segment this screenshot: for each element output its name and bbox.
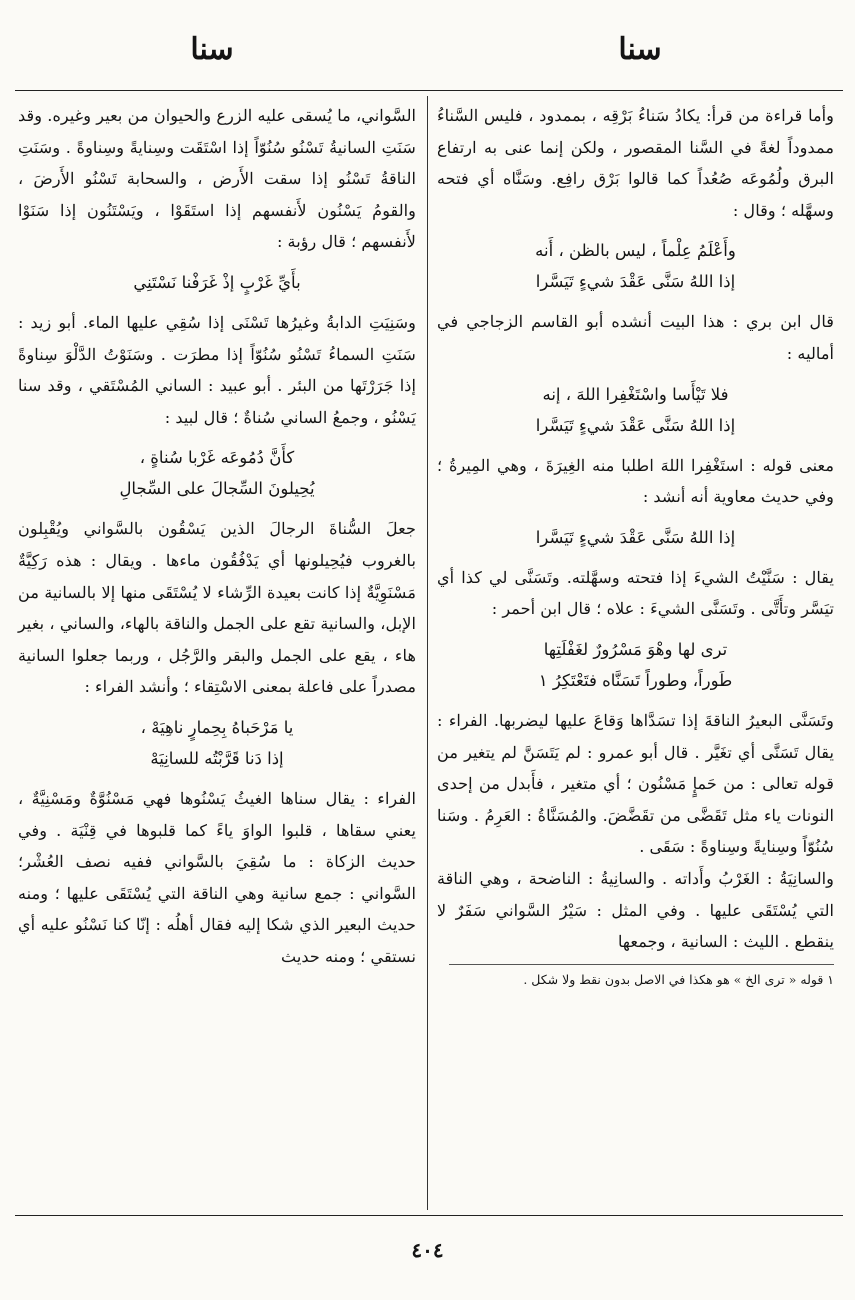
bottom-rule bbox=[15, 1215, 843, 1216]
left-column bbox=[18, 100, 416, 972]
verse-line: يا مَرْحَباهُ بِحِمارٍ ناهِيَهْ ، bbox=[140, 717, 294, 737]
paragraph: والسانِيَةُ : الغَرْبُ وأَداته . والسانِيةُ : الناضحة ، وهي الناقة التي يُسْتَقَى عليها . وفي المثل : سَيْرُ السَّواني سَفَرٌ لا ينقطع . الليث : السانية ، وجمعها bbox=[437, 868, 834, 952]
verse bbox=[18, 267, 416, 298]
verse-line: كأَنَّ دُمُوعَه غَرْبا سُناةٍ ، bbox=[139, 448, 295, 468]
paragraph: يقال : سَنَّيْتُ الشيءَ إذا فتحته وسهَّلته. وتَسَنَّى لي كذا أي تيَسَّر وتأَتَّى . وتَسَنَّى الشيءَ : علاه ؛ قال ابن أحمر : bbox=[437, 567, 834, 619]
paragraph: قال ابن بري : هذا البيت أنشده أبو القاسم الزجاجي في أماليه : bbox=[437, 312, 834, 363]
verse-line: إذا دَنا قَرَّبْتُه للسانِيَهْ bbox=[150, 748, 284, 768]
paragraph: وأما قراءة من قرأ: يكادُ سَناءُ بَرْقِه ، بممدود ، فليس السَّناءُ ممدوداً لغةً في السَّنا المقصور ، ولكن إنما عنى به ارتفاع البرق ولُمُوعَه صُعُداً كما قالوا بَرْق رافِع. وسَنَّاه أي فتحه وسهَّله ؛ وقال : bbox=[437, 106, 834, 220]
verse-line: بأَيِّ غَرْبٍ إذْ غَرَفْنا نَسْتَنِي bbox=[133, 272, 301, 292]
verse bbox=[437, 235, 834, 297]
paragraph: السَّواني، ما يُسقى عليه الزرع والحيوان من بعير وغيره. وقد سَنَتِ السانيةُ تَسْنُو سُنُوّاً إذا اسْتَقَت وسِنايةً وسِناوةً . وسَنَتِ الناقةُ تَسْنُو إذا سقت الأَرض ، والسحابة تَسْنُو الأَرضَ ، والقومُ يَسْنُون لأَنفسهم إذا استَقَوْا ، ويَسْتَنُون إذا سَنَوْا لأَنفسهم ؛ قال رؤبة : bbox=[18, 106, 416, 252]
column-divider bbox=[427, 96, 428, 1210]
verse-line: وأَعْلَمُ عِلْماً ، ليس بالظن ، أَنه bbox=[535, 241, 736, 261]
footnote-rule bbox=[449, 964, 834, 965]
top-rule bbox=[15, 90, 843, 91]
paragraph: الفراء : يقال سناها الغيثُ يَسْنُوها فهي مَسْنُوَّةٌ ومَسْنِيَّةٌ ، يعني سقاها ، قلبوا الواوَ ياءً كما قلبوها في قِنْيَة . وفي حديث الزكاة : ما سُقِيَ بالسَّواني ففيه نصف العُشْر؛ السَّواني : جمع سانية وهي الناقة التي يُسْتَقَى عليها ؛ ومنه حديث البعير الذي شكا إليه فقال أهلُه : إنّا كنا نَسْنُو عليه أي نستقي ؛ ومنه حديث bbox=[18, 788, 416, 966]
verse-line: إذا اللهُ سَنَّى عَقْدَ شيءٍ تَيَسَّرا bbox=[535, 415, 736, 435]
verse-line: فلا تَيْأَسا واسْتَغْفِرا اللهَ ، إنه bbox=[542, 384, 729, 404]
paragraph: جعلَ السُّناةَ الرجالَ الذين يَسْقُون بالسَّواني ويُقْبِلون بالغروب فيُحِيلونها أي يَدْفُقُون ماءها . ويقال : هذه رَكِيَّةٌ مَسْنَوِيَّةٌ إذا كانت بعيدة الرِّشاء لا يُسْتَقَى منها إلا بالسانية من الإبل، والسانية تقع على الجمل والناقة بالهاء، والساني ، بغير هاء ، يقع على الجمل والبقر والرَّجُل ، وربما جعلوا السانية مصدراً على فاعلة بمعنى الاسْتِقاء ؛ وأنشد الفراء : bbox=[18, 519, 416, 697]
verse-line: ترى لها وهْوَ مَسْرُورٌ لغَفْلَتِها bbox=[543, 639, 728, 659]
page-number: ٤٠٤ bbox=[411, 1238, 444, 1262]
verse-line: طَوراً، وطوراً تَسَنَّاه فتَعْتَكِرُ ١ bbox=[538, 670, 733, 690]
verse bbox=[437, 379, 834, 441]
verse-line: إذا اللهُ سَنَّى عَقْدَ شيءٍ تَيَسَّرا bbox=[535, 527, 736, 547]
verse bbox=[437, 634, 834, 696]
paragraph: وتَسَنَّى البعيرُ الناقةَ إذا تسَدَّاها وَقاعَ عليها ليضربها. الفراء : يقال تَسَنَّى أي تغَيَّر . قال أبو عمرو : لم يَتَسَنَّ لم يتغير من قوله تعالى : من حَمإٍ مَسْنُون ؛ أي متغير ، فأَبدل من إحدى النونات ياء مثل تَقَضَّى من تقَضَّضَ. والمُسَنَّاةُ : العَرِمُ . وسَنا سُنُوّاً وسِنايةً وسِناوةً : سَقَى . bbox=[437, 710, 834, 857]
verse-line: يُحِيلونَ السِّجالَ على السِّجالِ bbox=[119, 479, 315, 499]
verse bbox=[437, 522, 834, 553]
verse bbox=[18, 712, 416, 774]
verse-line: إذا اللهُ سَنَّى عَقْدَ شيءٍ تَيَسَّرا bbox=[535, 272, 736, 292]
header-word-right: سنا bbox=[618, 32, 662, 67]
footnote: ١ قوله « ترى الخ » هو هكذا في الاصل بدون نقط ولا شكل . bbox=[523, 971, 834, 987]
header-word-left: سنا bbox=[190, 32, 234, 67]
verse bbox=[18, 442, 416, 504]
paragraph: وسَنِيَتِ الدابةُ وغيرُها تَسْنَى إذا سُقِي عليها الماء. أبو زيد : سَنَتِ السماءُ تَسْنُو سُنُوّاً إذا مطرَت . وسَنَوْتُ الدَّلْوَ سِناوةً إذا جَرَرْتَها من البئر . أبو عبيد : الساني المُسْتَقي ، وقد سنا يَسْنُو ، وجمعُ الساني سُناةٌ ؛ قال لبيد : bbox=[18, 312, 416, 427]
right-column bbox=[437, 100, 834, 991]
paragraph: معنى قوله : استَغْفِرا اللهَ اطلبا منه الغِيرَةَ ، وهي المِيرةُ ؛ وفي حديث معاوية أنه أنشد : bbox=[437, 455, 834, 507]
